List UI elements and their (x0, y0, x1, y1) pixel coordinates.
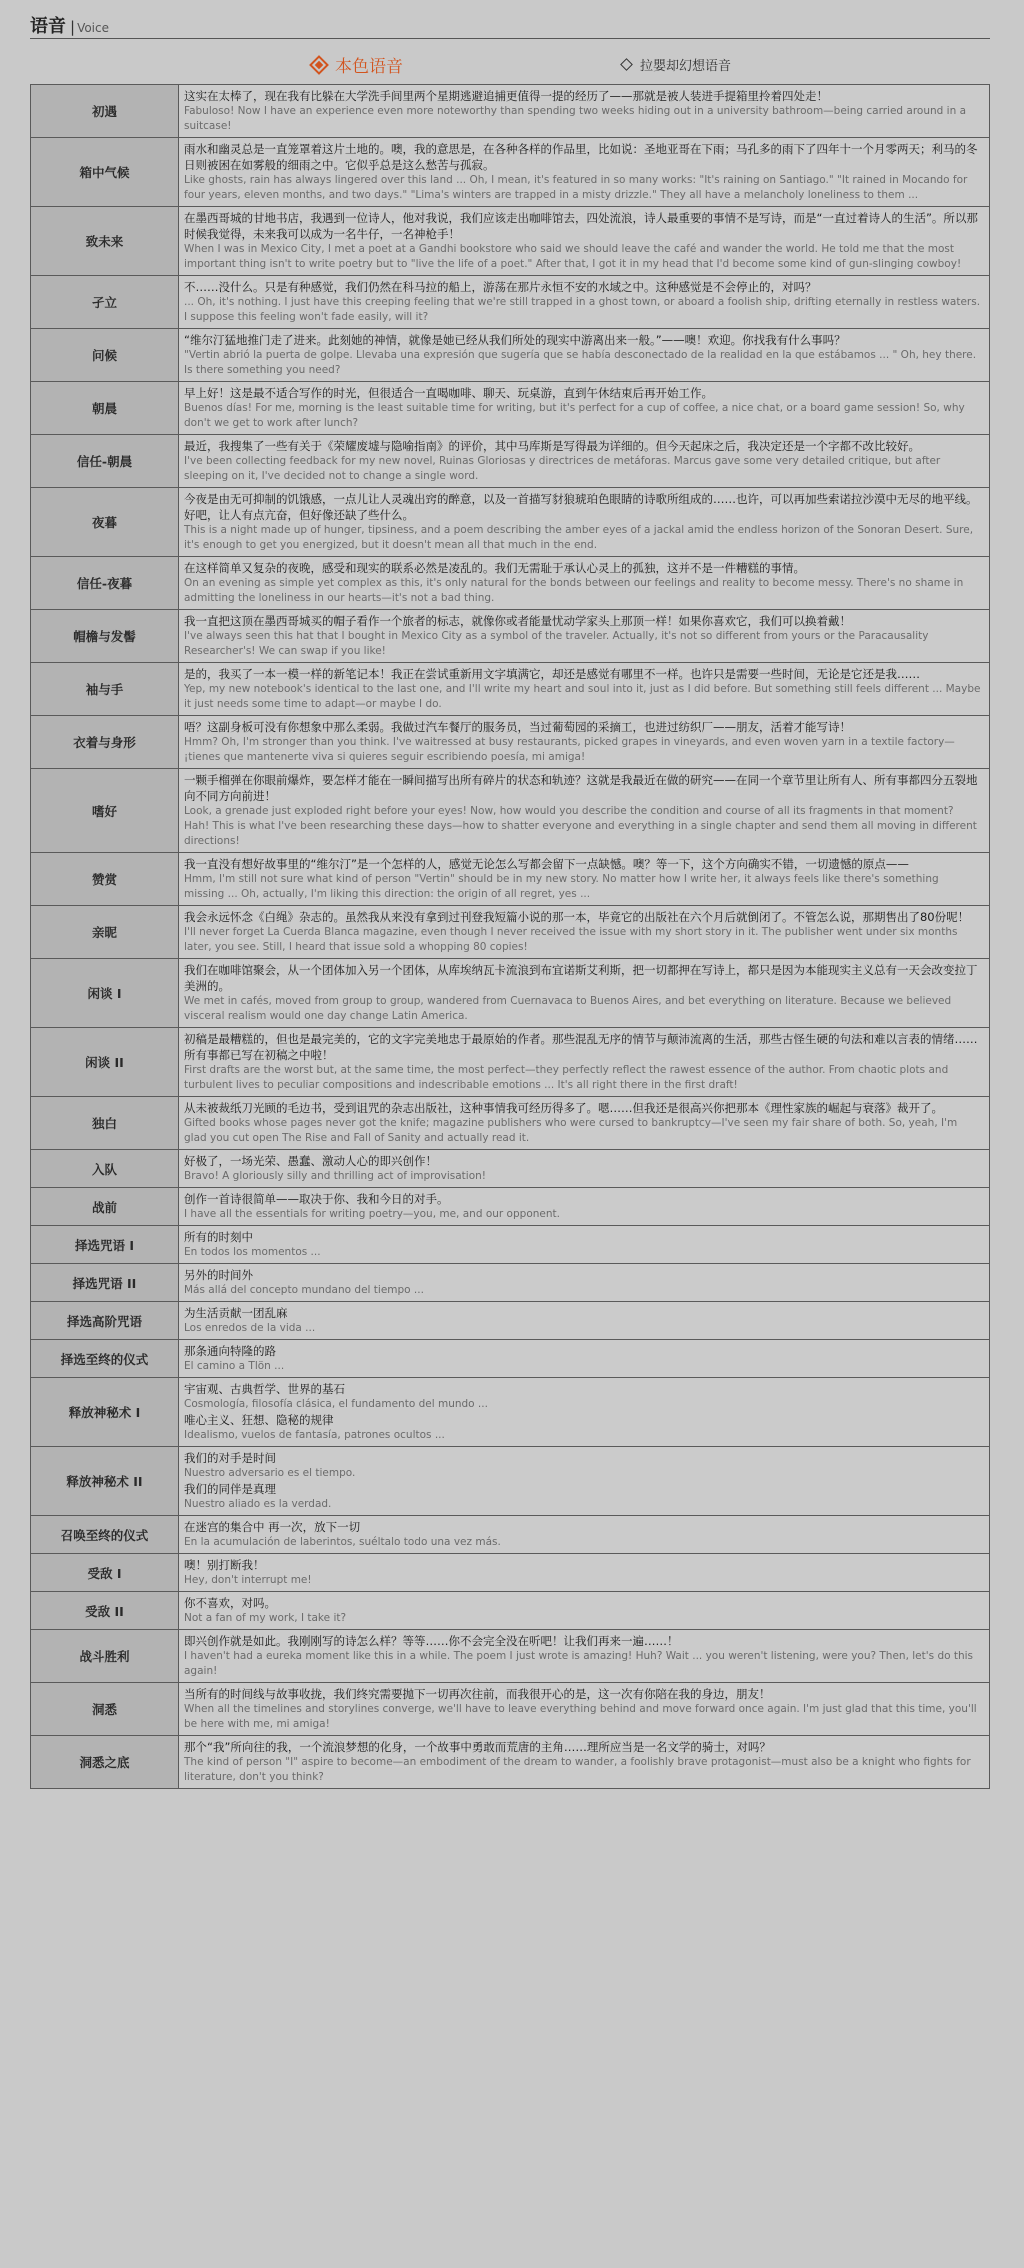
voice-content (179, 382, 990, 435)
voice-line-translation: I have all the essentials for writing poetry—you, me, and our opponent. (184, 1208, 560, 1220)
voice-line-chinese: 在墨西哥城的甘地书店，我遇到一位诗人，他对我说，我们应该走出咖啡馆去，四处流浪，诗人最重要的事情不是写诗，而是“一直过着诗人的生活”。所以那时候我觉得，未来我可以成为一名牛仔，一名神枪手！ (184, 211, 978, 241)
voice-line-chinese: 即兴创作就是如此。我刚刚写的诗怎么样？等等……你不会完全没在听吧！让我们再来一遍……！ (184, 1634, 679, 1648)
voice-line-translation: En todos los momentos ... (184, 1246, 321, 1258)
voice-row (31, 1340, 990, 1378)
voice-line-chinese: 另外的时间外 (184, 1268, 253, 1282)
voice-label: 独白 (31, 1097, 179, 1150)
tab-native-voice[interactable] (312, 52, 403, 77)
voice-label: 战前 (31, 1188, 179, 1226)
voice-row (31, 207, 990, 276)
voice-content (179, 1150, 990, 1188)
voice-label: 择选咒语 II (31, 1264, 179, 1302)
voice-line-chinese: 是的，我买了一本一模一样的新笔记本！我正在尝试重新用文字填满它，却还是感觉有哪里不一样。也许只是需要一些时间，无论是它还是我…… (184, 667, 920, 681)
voice-line-translation: Los enredos de la vida ... (184, 1322, 316, 1334)
voice-line-translation: Fabuloso! Now I have an experience even more noteworthy than spending two weeks hiding out in a university bathroom—being carried around in a suitcase! (184, 105, 967, 132)
voice-line-chinese: 我一直把这顶在墨西哥城买的帽子看作一个旅者的标志，就像你或者能量忧动学家头上那顶一样！如果你喜欢它，我们可以换着戴！ (184, 614, 851, 628)
voice-row (31, 1188, 990, 1226)
voice-line-chinese: 好极了，一场光荣、愚蠢、激动人心的即兴创作！ (184, 1154, 437, 1168)
voice-line-chinese: 宇宙观、古典哲学、世界的基石 (184, 1382, 345, 1396)
voice-line-translation: Nuestro aliado es la verdad. (184, 1498, 332, 1510)
voice-content (179, 959, 990, 1028)
tab-fantasy-voice-label: 拉嬰却幻想语音 (640, 59, 732, 74)
voice-row (31, 610, 990, 663)
voice-content (179, 488, 990, 557)
voice-line-chinese: 唯心主义、狂想、隐秘的规律 (184, 1413, 334, 1427)
voice-content (179, 1378, 990, 1447)
voice-line-chinese: 为生活贡献一团乱麻 (184, 1306, 288, 1320)
page-header (30, 12, 990, 39)
voice-label: 亲昵 (31, 906, 179, 959)
voice-label: 致未来 (31, 207, 179, 276)
voice-line-chinese: 这实在太棒了，现在我有比躲在大学洗手间里两个星期逃避追捕更值得一提的经历了——那就是被人装进手提箱里拎着四处走！ (184, 89, 828, 103)
voice-content (179, 906, 990, 959)
voice-row (31, 1447, 990, 1516)
voice-label: 衣着与身形 (31, 716, 179, 769)
voice-content (179, 769, 990, 853)
voice-row (31, 1028, 990, 1097)
voice-row (31, 769, 990, 853)
voice-label: 信任-朝晨 (31, 435, 179, 488)
voice-table (30, 84, 990, 1789)
voice-content (179, 1340, 990, 1378)
voice-row (31, 435, 990, 488)
voice-row (31, 276, 990, 329)
voice-row (31, 1516, 990, 1554)
voice-line-chinese: 从未被裁纸刀光顾的毛边书，受到诅咒的杂志出版社，这种事情我可经历得多了。嗯……但我还是很高兴你把那本《理性家族的崛起与衰落》裁开了。 (184, 1101, 943, 1115)
voice-line-translation: Nuestro adversario es el tiempo. (184, 1467, 356, 1479)
voice-content (179, 435, 990, 488)
voice-content (179, 1097, 990, 1150)
voice-content (179, 1447, 990, 1516)
voice-line-translation: Yep, my new notebook's identical to the last one, and I'll write my heart and soul into it, just as I did before. But something still feels different ... Maybe it just needs some time to adapt—or maybe I do. (184, 683, 981, 710)
voice-line-translation: On an evening as simple yet complex as this, it's only natural for the bonds between our feelings and reality to become messy. There's no shame in admitting the loneliness in our hearts—it's not a bad thing. (184, 577, 964, 604)
voice-label: 择选高阶咒语 (31, 1302, 179, 1340)
voice-line-chinese: 今夜是由无可抑制的饥饿感，一点儿让人灵魂出窍的醉意，以及一首描写豺狼琥珀色眼睛的诗歌所组成的……也许，可以再加些索诺拉沙漠中无尽的地平线。好吧，让人有点亢奋，但好像还缺了些什么。 (184, 492, 978, 522)
voice-line-chinese: 所有的时刻中 (184, 1230, 253, 1244)
voice-line-translation: I'll never forget La Cuerda Blanca magazine, even though I never received the issue with my short story in it. The publisher went under six months later, you see. Still, I heard that issue sold a whopping 80 copies! (184, 926, 958, 953)
voice-content (179, 853, 990, 906)
voice-row (31, 1378, 990, 1447)
voice-content (179, 207, 990, 276)
voice-row (31, 1097, 990, 1150)
voice-row (31, 716, 990, 769)
voice-row (31, 1683, 990, 1736)
voice-line-translation: The kind of person "I" aspire to become—an embodiment of the dream to wander, a foolishly brave protagonist—must also be a knight who fights for literature, don't you think? (184, 1756, 971, 1783)
voice-label: 信任-夜暮 (31, 557, 179, 610)
voice-label: 择选咒语 I (31, 1226, 179, 1264)
voice-line-translation: Hmm, I'm still not sure what kind of person "Vertin" should be in my new story. No matter how I write her, it always feels like there's something missing ... Oh, actually, I'm liking this direction: the origin of all regret, yes ... (184, 873, 939, 900)
voice-content (179, 610, 990, 663)
voice-label: 赞赏 (31, 853, 179, 906)
voice-line-translation: Hey, don't interrupt me! (184, 1574, 312, 1586)
voice-line-translation: ... Oh, it's nothing. I just have this creeping feeling that we're still trapped in a ghost town, or aboard a foolish ship, drifting eternally in restless waters. I suppose this feeling won't fade easily, will it? (184, 296, 981, 323)
voice-line-chinese: 当所有的时间线与故事收拢，我们终究需要抛下一切再次往前，而我很开心的是，这一次有你陪在我的身边，朋友！ (184, 1687, 771, 1701)
voice-label: 问候 (31, 329, 179, 382)
page-subtitle: Voice (77, 21, 109, 35)
voice-line-chinese: 初稿是最糟糕的，但也是最完美的，它的文字完美地忠于最原始的作者。那些混乱无序的情节与颠沛流离的生活，那些古怪生硬的句法和难以言表的情绪……所有事都已写在初稿之中啦！ (184, 1032, 978, 1062)
voice-line-translation: Idealismo, vuelos de fantasía, patrones ocultos ... (184, 1429, 445, 1441)
voice-label: 释放神秘术 I (31, 1378, 179, 1447)
voice-row (31, 853, 990, 906)
voice-content (179, 716, 990, 769)
voice-row (31, 488, 990, 557)
voice-label: 召唤至终的仪式 (31, 1516, 179, 1554)
title-separator: | (70, 18, 76, 36)
voice-label: 入队 (31, 1150, 179, 1188)
voice-label: 夜暮 (31, 488, 179, 557)
voice-row (31, 329, 990, 382)
voice-content (179, 1302, 990, 1340)
voice-line-translation: This is a night made up of hunger, tipsiness, and a poem describing the amber eyes of a jackal amid the endless horizon of the Sonoran Desert. Sure, it's enough to get you energized, but it doesn't mean all that much in the end. (184, 524, 974, 551)
voice-row (31, 1264, 990, 1302)
voice-line-translation: Like ghosts, rain has always lingered over this land ... Oh, I mean, it's featured in so many works: "It's raining on Santiago." "It rained in Mocando for four years, eleven months, and two days." "Lima's winters are trapped in a misty drizzle." They all have a melancholy loneliness to them ... (184, 174, 968, 201)
voice-row (31, 1736, 990, 1789)
voice-line-translation: I've been collecting feedback for my new novel, Ruinas Gloriosas y directrices de metáforas. Marcus gave some very detailed critique, but after sleeping on it, I've decided not to change a single word. (184, 455, 941, 482)
voice-content (179, 276, 990, 329)
voice-line-translation: Look, a grenade just exploded right before your eyes! Now, how would you describe the condition and course of all its fragments in that moment? Hah! This is what I've been researching these days—how to shatter everyone and everything in a single chapter and send them all moving in different directions! (184, 805, 977, 847)
voice-row (31, 557, 990, 610)
voice-line-translation: El camino a Tlön ... (184, 1360, 285, 1372)
tab-fantasy-voice[interactable] (622, 55, 731, 74)
voice-line-chinese: 那个“我”所向往的我，一个流浪梦想的化身，一个故事中勇敢而荒唐的主角……理所应当是一名文学的骑士，对吗？ (184, 1740, 771, 1754)
voice-line-translation: Cosmología, filosofía clásica, el fundamento del mundo ... (184, 1398, 488, 1410)
voice-line-chinese: 一颗手榴弹在你眼前爆炸，要怎样才能在一瞬间描写出所有碎片的状态和轨迹？这就是我最近在做的研究——在同一个章节里让所有人、所有事都四分五裂地向不同方向前进！ (184, 773, 978, 803)
voice-line-chinese: 不……没什么。只是有种感觉，我们仍然在科马拉的船上，游荡在那片永恒不安的水域之中。这种感觉是不会停止的，对吗？ (184, 280, 817, 294)
voice-line-chinese: 我们的对手是时间 (184, 1451, 276, 1465)
voice-line-chinese: 我们的同伴是真理 (184, 1482, 276, 1496)
voice-label: 朝晨 (31, 382, 179, 435)
voice-row (31, 1630, 990, 1683)
voice-label: 洞悉之底 (31, 1736, 179, 1789)
voice-line-chinese: 我会永远怀念《白绳》杂志的。虽然我从来没有拿到过刊登我短篇小说的那一本，毕竟它的出版社在六个月后就倒闭了。不管怎么说，那期售出了80份呢！ (184, 910, 970, 924)
voice-line-translation: En la acumulación de laberintos, suéltalo todo una vez más. (184, 1536, 501, 1548)
voice-content (179, 1592, 990, 1630)
voice-label: 释放神秘术 II (31, 1447, 179, 1516)
voice-line-translation: When I was in Mexico City, I met a poet at a Gandhi bookstore who said we should leave the café and wander the world. He told me that the most important thing isn't to write poetry but to "live the life of a poet." After that, I got it in my head that I'd become some kind of gun-slinging cowboy! (184, 243, 962, 270)
voice-label: 帽檐与发髻 (31, 610, 179, 663)
voice-content (179, 1683, 990, 1736)
voice-line-chinese: “维尔汀猛地推门走了进来。此刻她的神情，就像是她已经从我们所处的现实中游离出来一般。”——噢！欢迎。你找我有什么事吗？ (184, 333, 846, 347)
voice-line-chinese: 那条通向特隆的路 (184, 1344, 276, 1358)
voice-line-chinese: 我一直没有想好故事里的“维尔汀”是一个怎样的人，感觉无论怎么写都会留下一点缺憾。噢？等一下，这个方向确实不错，一切遗憾的原点—— (184, 857, 909, 871)
voice-label: 袖与手 (31, 663, 179, 716)
voice-label: 箱中气候 (31, 138, 179, 207)
diamond-outline-icon (620, 58, 633, 71)
voice-label: 闲谈 I (31, 959, 179, 1028)
voice-line-chinese: 创作一首诗很简单——取决于你、我和今日的对手。 (184, 1192, 449, 1206)
voice-line-translation: When all the timelines and storylines converge, we'll have to leave everything behind and move forward once again. I'm just glad that this time, you'll be here with me, mi amiga! (184, 1703, 977, 1730)
voice-row (31, 1150, 990, 1188)
voice-content (179, 1630, 990, 1683)
voice-line-chinese: 雨水和幽灵总是一直笼罩着这片土地的。噢，我的意思是，在各种各样的作品里，比如说：圣地亚哥在下雨；马孔多的雨下了四年十一个月零两天；利马的冬日则被困在如雾般的细雨之中。它似乎总是这么愁苦与孤寂。 (184, 142, 978, 172)
voice-label: 初遇 (31, 85, 179, 138)
voice-line-translation: I've always seen this hat that I bought in Mexico City as a symbol of the traveler. Actually, it's not so different from yours or the Paracausality Researcher's! We can swap if you like! (184, 630, 929, 657)
voice-line-translation: We met in cafés, moved from group to group, wandered from Cuernavaca to Buenos Aires, and bet everything on literature. Because we believed visceral realism would one day change Latin America. (184, 995, 952, 1022)
voice-content (179, 85, 990, 138)
voice-label: 受敌 II (31, 1592, 179, 1630)
voice-content (179, 1264, 990, 1302)
voice-line-translation: Buenos días! For me, morning is the least suitable time for writing, but it's perfect for a cup of coffee, a nice chat, or a board game session! So, why don't we get to work after lunch? (184, 402, 965, 429)
voice-content (179, 329, 990, 382)
voice-row (31, 663, 990, 716)
voice-content (179, 1736, 990, 1789)
voice-content (179, 663, 990, 716)
voice-content (179, 557, 990, 610)
voice-line-translation: Hmm? Oh, I'm stronger than you think. I've waitressed at busy restaurants, picked grapes in vineyards, and even woven yarn in a textile factory—¡tienes que mantenerte viva si quieres seguir escribiendo poesía, mi amiga! (184, 736, 955, 763)
voice-label: 择选至终的仪式 (31, 1340, 179, 1378)
voice-line-chinese: 你不喜欢，对吗。 (184, 1596, 276, 1610)
voice-tabs (30, 48, 990, 80)
voice-line-translation: Bravo! A gloriously silly and thrilling act of improvisation! (184, 1170, 486, 1182)
voice-row (31, 382, 990, 435)
voice-line-chinese: 我们在咖啡馆聚会，从一个团体加入另一个团体，从库埃纳瓦卡流浪到布宜诺斯艾利斯，把一切都押在写诗上，都只是因为本能现实主义总有一天会改变拉丁美洲的。 (184, 963, 978, 993)
voice-content (179, 1554, 990, 1592)
voice-line-chinese: 唔？这副身板可没有你想象中那么柔弱。我做过汽车餐厅的服务员，当过葡萄园的采摘工，也进过纺织厂——朋友，活着才能写诗！ (184, 720, 851, 734)
voice-label: 受敌 I (31, 1554, 179, 1592)
voice-row (31, 906, 990, 959)
voice-line-chinese: 最近，我搜集了一些有关于《荣耀废墟与隐喻指南》的评价，其中马库斯是写得最为详细的。但今天起床之后，我决定还是一个字都不改比较好。 (184, 439, 920, 453)
voice-content (179, 1226, 990, 1264)
voice-row (31, 138, 990, 207)
voice-line-chinese: 噢！别打断我！ (184, 1558, 265, 1572)
voice-label: 洞悉 (31, 1683, 179, 1736)
voice-line-translation: Gifted books whose pages never got the knife; magazine publishers who were cursed to bankruptcy—I've seen my fair share of both. So, yeah, I'm glad you cut open The Rise and Fall of Sanity and actually read it. (184, 1117, 958, 1144)
voice-line-translation: "Vertin abrió la puerta de golpe. Llevaba una expresión que sugería que se había desconectado de la realidad en la que estábamos ... " Oh, hey there. Is there something you need? (184, 349, 977, 376)
voice-row (31, 1554, 990, 1592)
voice-row (31, 1226, 990, 1264)
voice-label: 孑立 (31, 276, 179, 329)
voice-content (179, 1028, 990, 1097)
voice-row (31, 85, 990, 138)
voice-line-translation: Not a fan of my work, I take it? (184, 1612, 347, 1624)
voice-row (31, 1302, 990, 1340)
voice-line-translation: I haven't had a eureka moment like this in a while. The poem I just wrote is amazing! Huh? Wait ... you weren't listening, were you? Then, let's do this again! (184, 1650, 974, 1677)
voice-label: 嗜好 (31, 769, 179, 853)
voice-row (31, 1592, 990, 1630)
voice-line-translation: First drafts are the worst but, at the same time, the most perfect—they perfectly reflect the rawest essence of the author. From chaotic plots and turbulent lives to peculiar compositions and indescribable emotions ... It's all right there in the first draft! (184, 1064, 949, 1091)
page-title: 语音 (30, 16, 66, 37)
voice-label: 战斗胜利 (31, 1630, 179, 1683)
voice-content (179, 138, 990, 207)
voice-content (179, 1516, 990, 1554)
diamond-filled-icon (309, 55, 329, 75)
voice-line-chinese: 在这样简单又复杂的夜晚，感受和现实的联系必然是凌乱的。我们无需耻于承认心灵上的孤独，这并不是一件糟糕的事情。 (184, 561, 805, 575)
voice-row (31, 959, 990, 1028)
voice-line-chinese: 在迷宫的集合中 再一次，放下一切 (184, 1520, 361, 1534)
tab-native-voice-label: 本色语音 (335, 57, 403, 77)
voice-label: 闲谈 II (31, 1028, 179, 1097)
voice-content (179, 1188, 990, 1226)
voice-line-chinese: 早上好！这是最不适合写作的时光，但很适合一直喝咖啡、聊天、玩桌游，直到午休结束后再开始工作。 (184, 386, 713, 400)
voice-line-translation: Más allá del concepto mundano del tiempo ... (184, 1284, 424, 1296)
